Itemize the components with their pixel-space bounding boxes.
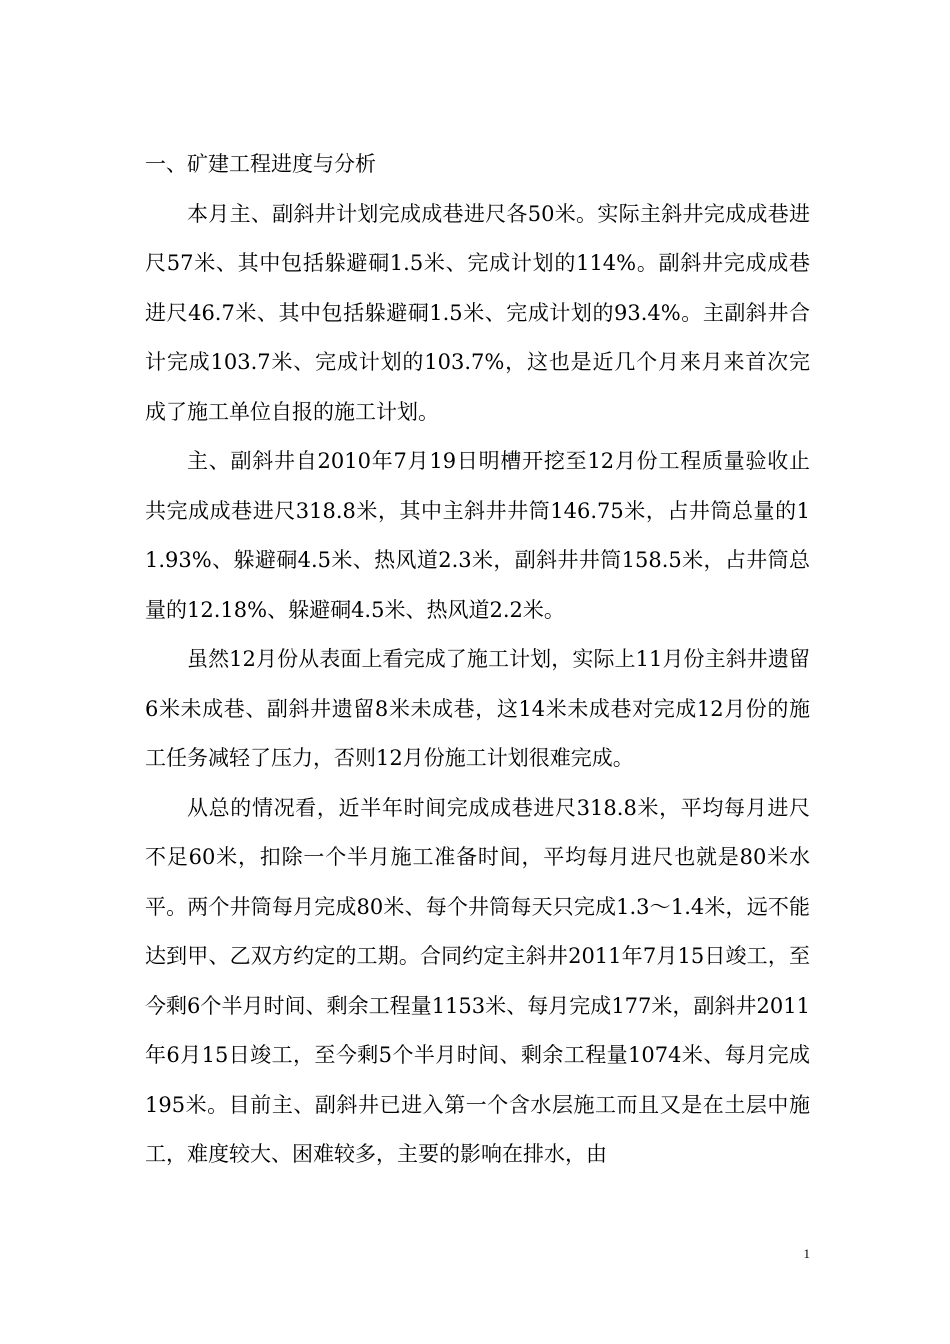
page-number: 1 [803,1246,810,1261]
paragraph-december-analysis: 虽然12月份从表面上看完成了施工计划，实际上11月份主斜井遗留6米未成巷、副斜井遗留8米未成巷，这14米未成巷对完成12月份的施工任务减轻了压力，否则12月份施工计划很难完成。 [145,647,810,770]
section-heading: 一、矿建工程进度与分析 [145,152,376,176]
document-body [145,140,810,1180]
paragraph-cumulative-progress: 主、副斜井自2010年7月19日明槽开挖至12月份工程质量验收止共完成成巷进尺318.8米，其中主斜井井筒146.75米，占井筒总量的11.93%、躲避硐4.5米、热风道2.3米，副斜井井筒158.5米，占井筒总量的12.18%、躲避硐4.5米、热风道2.2米。 [145,449,810,622]
paragraph-overall-situation: 从总的情况看，近半年时间完成成巷进尺318.8米，平均每月进尺不足60米，扣除一个半月施工准备时间，平均每月进尺也就是80米水平。两个井筒每月完成80米、每个井筒每天只完成1.3～1.4米，远不能达到甲、乙双方约定的工期。合同约定主斜井2011年7月15日竣工，至今剩6个半月时间、剩余工程量1153米、每月完成177米，副斜井2011年6月15日竣工，至今剩5个半月时间、剩余工程量1074米、每月完成195米。目前主、副斜井已进入第一个含水层施工而且又是在土层中施工，难度较大、困难较多，主要的影响在排水，由 [145,795,810,1166]
paragraph-plan-completion: 本月主、副斜井计划完成成巷进尺各50米。实际主斜井完成成巷进尺57米、其中包括躲避硐1.5米、完成计划的114%。副斜井完成成巷进尺46.7米、其中包括躲避硐1.5米、完成计划的93.4%。主副斜井合计完成103.7米、完成计划的103.7%，这也是近几个月来月来首次完成了施工单位自报的施工计划。 [145,201,810,424]
